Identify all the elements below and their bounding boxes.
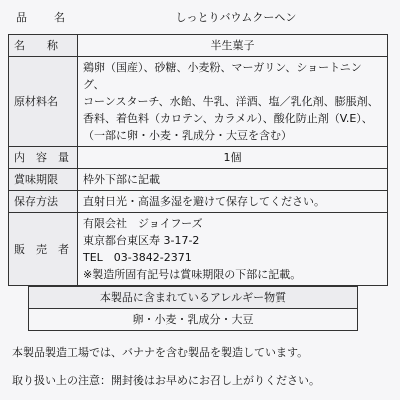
product-name-label: 品 名 [16,11,73,24]
handling-note: 取り扱い上の注意：開封後はお早めにお召し上がりください。 [12,374,320,387]
row-storage [9,191,388,213]
product-name-value: しっとりバウムクーヘン [175,11,297,24]
expiry-value: 枠外下部に記載 [78,169,388,191]
quantity-value: 1個 [78,147,388,169]
quantity-label: 内 容 量 [9,147,78,169]
seller-line: 東京都台東区寿 3-17-2 [83,234,200,247]
seller-line: 有限会社 ジョイフーズ [83,217,203,230]
ingredients-line: （一部に卵・小麦・乳成分・大豆を含む） [83,129,292,142]
seller-label: 販 売 者 [9,213,78,286]
allergy-items: 卵・小麦・乳成分・大豆 [29,309,358,331]
row-seller [9,213,388,286]
product-name-row [8,4,388,30]
ingredients-line: コーンスターチ、水飴、牛乳、洋酒、塩／乳化剤、膨脹剤、 [83,95,379,108]
expiry-label: 賞味期限 [9,169,78,191]
row-expiry [9,169,388,191]
row-name [9,35,388,57]
name-value: 半生菓子 [78,35,388,57]
ingredients-label: 原材料名 [9,57,78,147]
seller-value [78,213,388,286]
storage-value: 直射日光・高温多湿を避けて保存してください。 [78,191,388,213]
row-quantity [9,147,388,169]
row-ingredients [9,57,388,147]
allergy-table [28,286,358,331]
allergy-title: 本製品に含まれているアレルギー物質 [29,287,358,309]
seller-line: TEL 03-3842-2371 [83,251,192,264]
ingredients-line: 鶏卵（国産）、砂糖、小麦粉、マーガリン、ショートニング、 [83,61,362,91]
seller-line: ※製造所固有記号は賞味期限の下部に記載。 [83,268,302,281]
ingredients-value [78,57,388,147]
label-table [8,34,388,286]
storage-label: 保存方法 [9,191,78,213]
name-label: 名 称 [9,35,78,57]
ingredients-line: 香料、着色料（カロテン、カラメル）、酸化防止剤（V.E）、 [83,112,373,125]
factory-note: 本製品製造工場では、バナナを含む製品を製造しています。 [12,346,309,359]
